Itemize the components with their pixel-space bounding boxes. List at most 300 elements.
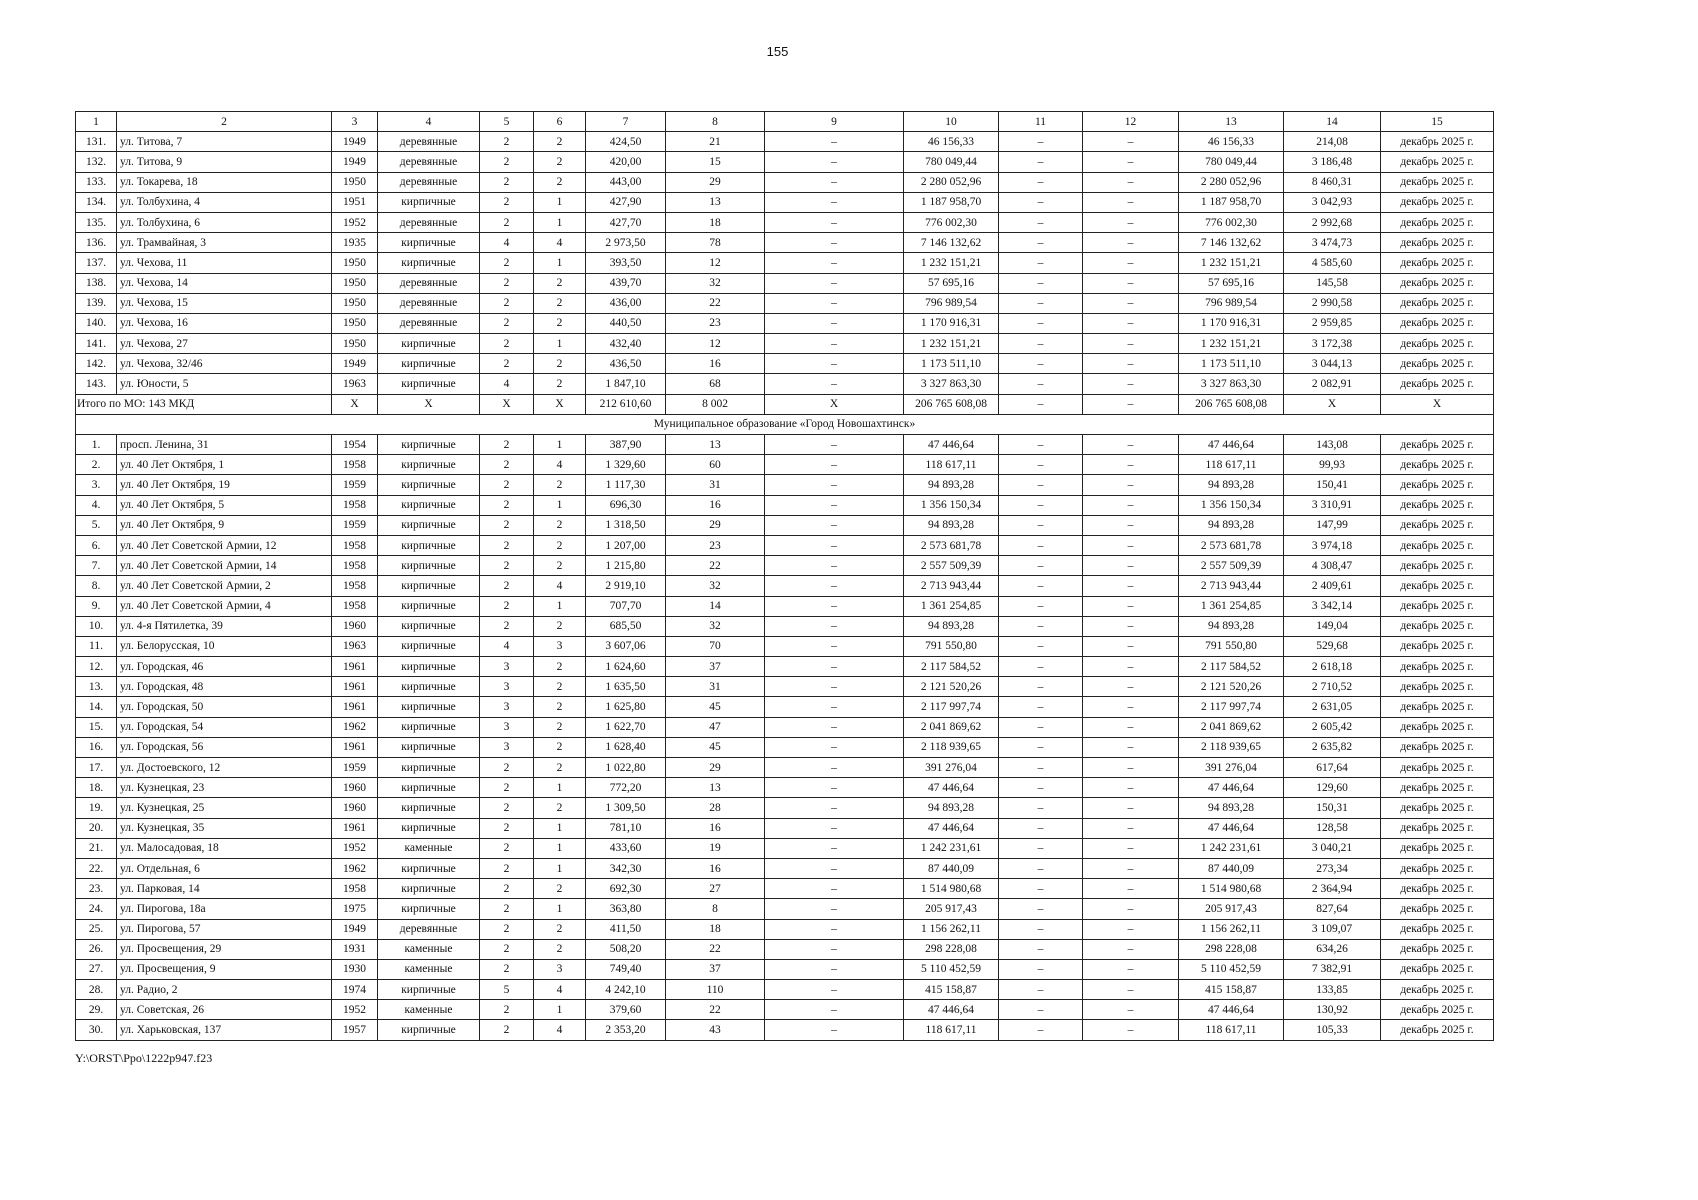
- table-cell: 1931: [332, 939, 378, 959]
- table-cell: 2: [480, 435, 534, 455]
- table-cell: 685,50: [586, 616, 666, 636]
- table-row: [76, 1000, 1494, 1020]
- table-cell: 28: [666, 798, 765, 818]
- table-cell: 1963: [332, 636, 378, 656]
- table-cell: ул. Чехова, 27: [117, 334, 332, 354]
- table-cell: 2 121 520,26: [1179, 677, 1284, 697]
- table-cell: –: [1083, 717, 1179, 737]
- table-cell: 1 170 916,31: [904, 313, 999, 333]
- table-cell: 145,58: [1284, 273, 1381, 293]
- table-cell: 1958: [332, 556, 378, 576]
- table-cell: 3 342,14: [1284, 596, 1381, 616]
- table-cell: 1 170 916,31: [1179, 313, 1284, 333]
- table-cell: кирпичные: [378, 374, 480, 394]
- table-cell: 29: [666, 515, 765, 535]
- table-cell: ул. 40 Лет Советской Армии, 12: [117, 535, 332, 555]
- table-cell: 2: [117, 112, 332, 132]
- table-row: [76, 435, 1494, 455]
- table-cell: 60: [666, 455, 765, 475]
- table-cell: 1: [534, 899, 586, 919]
- table-cell: 37: [666, 959, 765, 979]
- table-cell: 25.: [76, 919, 117, 939]
- table-cell: 1950: [332, 253, 378, 273]
- table-cell: 1 361 254,85: [904, 596, 999, 616]
- table-row: [76, 899, 1494, 919]
- table-cell: ул. Кузнецкая, 23: [117, 778, 332, 798]
- table-cell: ул. Городская, 48: [117, 677, 332, 697]
- table-cell: –: [765, 475, 904, 495]
- table-cell: ул. Городская, 54: [117, 717, 332, 737]
- table-cell: 94 893,28: [1179, 798, 1284, 818]
- table-cell: –: [765, 677, 904, 697]
- table-cell: декабрь 2025 г.: [1381, 737, 1494, 757]
- table-cell: –: [765, 858, 904, 878]
- table-cell: 94 893,28: [1179, 616, 1284, 636]
- table-cell: –: [765, 939, 904, 959]
- table-cell: 2: [534, 657, 586, 677]
- table-cell: –: [765, 980, 904, 1000]
- table-cell: 415 158,87: [904, 980, 999, 1000]
- table-cell: –: [765, 455, 904, 475]
- table-cell: 436,00: [586, 293, 666, 313]
- table-cell: 78: [666, 233, 765, 253]
- table-cell: кирпичные: [378, 677, 480, 697]
- table-cell: –: [1083, 233, 1179, 253]
- table-cell: 206 765 608,08: [1179, 394, 1284, 414]
- housing-table: [75, 111, 1494, 1041]
- table-row: [76, 475, 1494, 495]
- table-cell: 2: [480, 879, 534, 899]
- table-cell: 2: [480, 818, 534, 838]
- table-cell: –: [1083, 293, 1179, 313]
- table-cell: 4: [534, 1020, 586, 1040]
- table-cell: 150,41: [1284, 475, 1381, 495]
- table-cell: кирпичные: [378, 475, 480, 495]
- table-cell: кирпичные: [378, 899, 480, 919]
- table-cell: 3: [332, 112, 378, 132]
- table-cell: ул. 40 Лет Октября, 9: [117, 515, 332, 535]
- table-cell: 2 121 520,26: [904, 677, 999, 697]
- table-cell: декабрь 2025 г.: [1381, 374, 1494, 394]
- table-cell: X: [765, 394, 904, 414]
- table-cell: декабрь 2025 г.: [1381, 778, 1494, 798]
- table-cell: –: [1083, 253, 1179, 273]
- table-cell: 342,30: [586, 858, 666, 878]
- table-cell: 1 207,00: [586, 535, 666, 555]
- table-cell: –: [765, 818, 904, 838]
- table-cell: 3: [480, 657, 534, 677]
- table-row: [76, 455, 1494, 475]
- table-cell: 136.: [76, 233, 117, 253]
- table-cell: декабрь 2025 г.: [1381, 556, 1494, 576]
- table-cell: 14: [1284, 112, 1381, 132]
- table-cell: –: [999, 778, 1083, 798]
- table-cell: –: [765, 1000, 904, 1020]
- table-cell: 8: [666, 899, 765, 919]
- table-cell: –: [1083, 212, 1179, 232]
- table-cell: 2: [534, 172, 586, 192]
- table-cell: 13.: [76, 677, 117, 697]
- table-cell: –: [999, 535, 1083, 555]
- table-cell: ул. Харьковская, 137: [117, 1020, 332, 1040]
- table-cell: 2: [534, 717, 586, 737]
- table-cell: 508,20: [586, 939, 666, 959]
- table-cell: 2: [534, 475, 586, 495]
- table-cell: декабрь 2025 г.: [1381, 980, 1494, 1000]
- table-cell: 1962: [332, 717, 378, 737]
- table-cell: 7.: [76, 556, 117, 576]
- total-row: [76, 394, 1494, 414]
- table-row: [76, 636, 1494, 656]
- table-row: [76, 354, 1494, 374]
- table-cell: 2: [480, 495, 534, 515]
- table-cell: –: [1083, 879, 1179, 899]
- table-cell: 3 327 863,30: [904, 374, 999, 394]
- table-cell: 2: [480, 515, 534, 535]
- table-cell: –: [999, 677, 1083, 697]
- table-cell: 1952: [332, 838, 378, 858]
- table-cell: –: [765, 535, 904, 555]
- table-cell: 2.: [76, 455, 117, 475]
- table-cell: 749,40: [586, 959, 666, 979]
- table-cell: 1: [534, 192, 586, 212]
- table-cell: 149,04: [1284, 616, 1381, 636]
- table-cell: 135.: [76, 212, 117, 232]
- table-cell: 43: [666, 1020, 765, 1040]
- table-cell: 32: [666, 616, 765, 636]
- table-cell: –: [765, 273, 904, 293]
- table-cell: 1 628,40: [586, 737, 666, 757]
- table-cell: –: [765, 899, 904, 919]
- table-cell: ул. Отдельная, 6: [117, 858, 332, 878]
- table-cell: 427,70: [586, 212, 666, 232]
- table-cell: 1: [534, 334, 586, 354]
- table-cell: декабрь 2025 г.: [1381, 233, 1494, 253]
- table-cell: ул. Городская, 56: [117, 737, 332, 757]
- table-cell: 1 624,60: [586, 657, 666, 677]
- table-cell: 2: [480, 959, 534, 979]
- table-cell: декабрь 2025 г.: [1381, 1000, 1494, 1020]
- table-cell: 776 002,30: [904, 212, 999, 232]
- table-cell: 796 989,54: [904, 293, 999, 313]
- table-row: [76, 717, 1494, 737]
- table-cell: –: [765, 838, 904, 858]
- table-row: [76, 576, 1494, 596]
- section-title: Муниципальное образование «Город Новошахтинск»: [76, 414, 1494, 434]
- table-cell: 3: [480, 737, 534, 757]
- table-cell: кирпичные: [378, 535, 480, 555]
- table-cell: 2: [534, 293, 586, 313]
- table-cell: 5: [480, 980, 534, 1000]
- table-cell: 776 002,30: [1179, 212, 1284, 232]
- table-cell: 16: [666, 354, 765, 374]
- table-cell: 22.: [76, 858, 117, 878]
- table-cell: 2 919,10: [586, 576, 666, 596]
- table-cell: ул. Чехова, 32/46: [117, 354, 332, 374]
- table-row: [76, 596, 1494, 616]
- table-cell: 1: [534, 435, 586, 455]
- table-cell: 23.: [76, 879, 117, 899]
- table-cell: 99,93: [1284, 455, 1381, 475]
- table-cell: 2: [534, 374, 586, 394]
- table-cell: 1963: [332, 374, 378, 394]
- table-cell: 4 242,10: [586, 980, 666, 1000]
- table-cell: 2 118 939,65: [1179, 737, 1284, 757]
- table-cell: ул. Титова, 9: [117, 152, 332, 172]
- table-cell: –: [1083, 677, 1179, 697]
- table-cell: 133,85: [1284, 980, 1381, 1000]
- table-cell: 1 242 231,61: [904, 838, 999, 858]
- table-cell: 30.: [76, 1020, 117, 1040]
- table-cell: 1 309,50: [586, 798, 666, 818]
- table-cell: 118 617,11: [1179, 455, 1284, 475]
- table-cell: 32: [666, 273, 765, 293]
- table-cell: 4 308,47: [1284, 556, 1381, 576]
- table-cell: –: [765, 1020, 904, 1040]
- table-row: [76, 980, 1494, 1000]
- table-cell: –: [999, 374, 1083, 394]
- table-cell: 2: [480, 475, 534, 495]
- table-cell: 1 232 151,21: [904, 253, 999, 273]
- table-cell: 94 893,28: [904, 475, 999, 495]
- table-cell: ул. Толбухина, 4: [117, 192, 332, 212]
- table-cell: кирпичные: [378, 879, 480, 899]
- table-cell: –: [1083, 192, 1179, 212]
- table-cell: 140.: [76, 313, 117, 333]
- table-cell: 780 049,44: [1179, 152, 1284, 172]
- table-cell: 87 440,09: [1179, 858, 1284, 878]
- table-cell: 440,50: [586, 313, 666, 333]
- table-cell: ул. Городская, 50: [117, 697, 332, 717]
- table-cell: декабрь 2025 г.: [1381, 293, 1494, 313]
- table-cell: 1949: [332, 152, 378, 172]
- table-cell: –: [999, 394, 1083, 414]
- table-cell: X: [332, 394, 378, 414]
- table-cell: 2 041 869,62: [904, 717, 999, 737]
- table-cell: 3 044,13: [1284, 354, 1381, 374]
- table-cell: ул. Просвещения, 9: [117, 959, 332, 979]
- table-cell: 3 607,06: [586, 636, 666, 656]
- table-cell: 110: [666, 980, 765, 1000]
- table-cell: 1950: [332, 293, 378, 313]
- table-cell: 4: [534, 455, 586, 475]
- table-row: [76, 556, 1494, 576]
- table-cell: 137.: [76, 253, 117, 273]
- table-cell: –: [765, 758, 904, 778]
- table-cell: –: [999, 455, 1083, 475]
- table-cell: –: [765, 233, 904, 253]
- table-cell: 4: [480, 374, 534, 394]
- table-cell: 1960: [332, 616, 378, 636]
- table-cell: кирпичные: [378, 435, 480, 455]
- table-cell: 1 242 231,61: [1179, 838, 1284, 858]
- table-cell: 21: [666, 132, 765, 152]
- table-cell: 2: [480, 838, 534, 858]
- table-cell: 1974: [332, 980, 378, 1000]
- table-cell: 1962: [332, 858, 378, 878]
- table-cell: 2: [480, 576, 534, 596]
- table-row: [76, 212, 1494, 232]
- table-cell: –: [999, 939, 1083, 959]
- table-cell: 11: [999, 112, 1083, 132]
- table-cell: 2: [534, 132, 586, 152]
- table-row: [76, 132, 1494, 152]
- table-cell: 37: [666, 657, 765, 677]
- table-cell: 8 002: [666, 394, 765, 414]
- table-cell: 2 713 943,44: [1179, 576, 1284, 596]
- table-cell: –: [765, 556, 904, 576]
- table-cell: 427,90: [586, 192, 666, 212]
- table-cell: –: [765, 354, 904, 374]
- table-cell: –: [765, 293, 904, 313]
- table-cell: 2: [480, 334, 534, 354]
- table-cell: 5.: [76, 515, 117, 535]
- table-cell: –: [999, 152, 1083, 172]
- table-row: [76, 919, 1494, 939]
- table-cell: ул. Титова, 7: [117, 132, 332, 152]
- table-cell: –: [999, 132, 1083, 152]
- table-cell: 1 156 262,11: [1179, 919, 1284, 939]
- table-cell: –: [999, 435, 1083, 455]
- table-cell: 1950: [332, 172, 378, 192]
- table-cell: декабрь 2025 г.: [1381, 535, 1494, 555]
- table-cell: 273,34: [1284, 858, 1381, 878]
- table-cell: кирпичные: [378, 697, 480, 717]
- table-cell: –: [765, 192, 904, 212]
- table-cell: 133.: [76, 172, 117, 192]
- table-cell: 118 617,11: [904, 1020, 999, 1040]
- table-cell: 2 618,18: [1284, 657, 1381, 677]
- table-cell: 13: [1179, 112, 1284, 132]
- table-cell: –: [1083, 455, 1179, 475]
- table-cell: деревянные: [378, 919, 480, 939]
- table-cell: кирпичные: [378, 556, 480, 576]
- table-cell: 1975: [332, 899, 378, 919]
- table-cell: 1: [534, 778, 586, 798]
- table-cell: 18: [666, 919, 765, 939]
- table-cell: кирпичные: [378, 657, 480, 677]
- table-cell: 10: [904, 112, 999, 132]
- table-cell: –: [999, 758, 1083, 778]
- table-cell: 205 917,43: [904, 899, 999, 919]
- table-cell: –: [1083, 152, 1179, 172]
- table-cell: –: [999, 636, 1083, 656]
- table-cell: –: [999, 172, 1083, 192]
- table-row: [76, 818, 1494, 838]
- table-cell: кирпичные: [378, 253, 480, 273]
- table-cell: 1958: [332, 576, 378, 596]
- table-cell: –: [1083, 899, 1179, 919]
- table-cell: декабрь 2025 г.: [1381, 212, 1494, 232]
- table-cell: 2 557 509,39: [904, 556, 999, 576]
- table-cell: кирпичные: [378, 596, 480, 616]
- table-cell: 791 550,80: [1179, 636, 1284, 656]
- table-cell: –: [999, 576, 1083, 596]
- table-cell: декабрь 2025 г.: [1381, 253, 1494, 273]
- table-cell: 1952: [332, 1000, 378, 1020]
- table-cell: –: [999, 475, 1083, 495]
- table-cell: декабрь 2025 г.: [1381, 858, 1494, 878]
- table-cell: 45: [666, 697, 765, 717]
- table-cell: 10.: [76, 616, 117, 636]
- table-cell: 2 117 584,52: [1179, 657, 1284, 677]
- table-cell: ул. 40 Лет Октября, 1: [117, 455, 332, 475]
- table-cell: ул. Парковая, 14: [117, 879, 332, 899]
- table-cell: кирпичные: [378, 778, 480, 798]
- table-cell: 47 446,64: [1179, 778, 1284, 798]
- table-cell: 1: [534, 495, 586, 515]
- table-cell: ул. Токарева, 18: [117, 172, 332, 192]
- table-cell: 1: [534, 818, 586, 838]
- table-cell: 2: [534, 535, 586, 555]
- table-cell: декабрь 2025 г.: [1381, 152, 1494, 172]
- table-cell: 2: [480, 313, 534, 333]
- table-cell: деревянные: [378, 152, 480, 172]
- table-cell: 22: [666, 1000, 765, 1020]
- table-cell: 433,60: [586, 838, 666, 858]
- table-cell: 3 172,38: [1284, 334, 1381, 354]
- table-cell: 1 215,80: [586, 556, 666, 576]
- table-cell: 22: [666, 556, 765, 576]
- table-cell: 47 446,64: [1179, 1000, 1284, 1020]
- table-cell: 3: [480, 697, 534, 717]
- table-cell: –: [999, 697, 1083, 717]
- table-cell: 692,30: [586, 879, 666, 899]
- table-cell: деревянные: [378, 273, 480, 293]
- table-cell: 1961: [332, 697, 378, 717]
- table-cell: –: [1083, 313, 1179, 333]
- table-cell: кирпичные: [378, 980, 480, 1000]
- table-cell: 139.: [76, 293, 117, 313]
- table-cell: 4: [480, 233, 534, 253]
- table-cell: 20.: [76, 818, 117, 838]
- table-cell: –: [999, 616, 1083, 636]
- table-cell: 298 228,08: [904, 939, 999, 959]
- table-row: [76, 515, 1494, 535]
- table-cell: X: [534, 394, 586, 414]
- table-cell: 391 276,04: [904, 758, 999, 778]
- table-cell: 1 356 150,34: [1179, 495, 1284, 515]
- table-cell: декабрь 2025 г.: [1381, 677, 1494, 697]
- table-cell: 1950: [332, 313, 378, 333]
- table-cell: 28.: [76, 980, 117, 1000]
- table-cell: 1: [534, 212, 586, 232]
- table-cell: 12.: [76, 657, 117, 677]
- table-cell: декабрь 2025 г.: [1381, 313, 1494, 333]
- table-cell: 143,08: [1284, 435, 1381, 455]
- table-cell: 31: [666, 677, 765, 697]
- table-cell: каменные: [378, 939, 480, 959]
- table-cell: 29: [666, 172, 765, 192]
- table-cell: –: [999, 334, 1083, 354]
- table-cell: 1935: [332, 233, 378, 253]
- table-cell: –: [999, 1000, 1083, 1020]
- table-cell: 2 353,20: [586, 1020, 666, 1040]
- table-cell: 2 631,05: [1284, 697, 1381, 717]
- table-cell: 1: [534, 1000, 586, 1020]
- table-cell: 2: [534, 879, 586, 899]
- table-cell: 3 042,93: [1284, 192, 1381, 212]
- table-row: [76, 838, 1494, 858]
- table-cell: –: [765, 576, 904, 596]
- table-cell: 2: [480, 132, 534, 152]
- table-cell: декабрь 2025 г.: [1381, 495, 1494, 515]
- table-cell: –: [1083, 1020, 1179, 1040]
- table-cell: 24.: [76, 899, 117, 919]
- table-cell: декабрь 2025 г.: [1381, 172, 1494, 192]
- table-cell: –: [999, 919, 1083, 939]
- table-cell: 150,31: [1284, 798, 1381, 818]
